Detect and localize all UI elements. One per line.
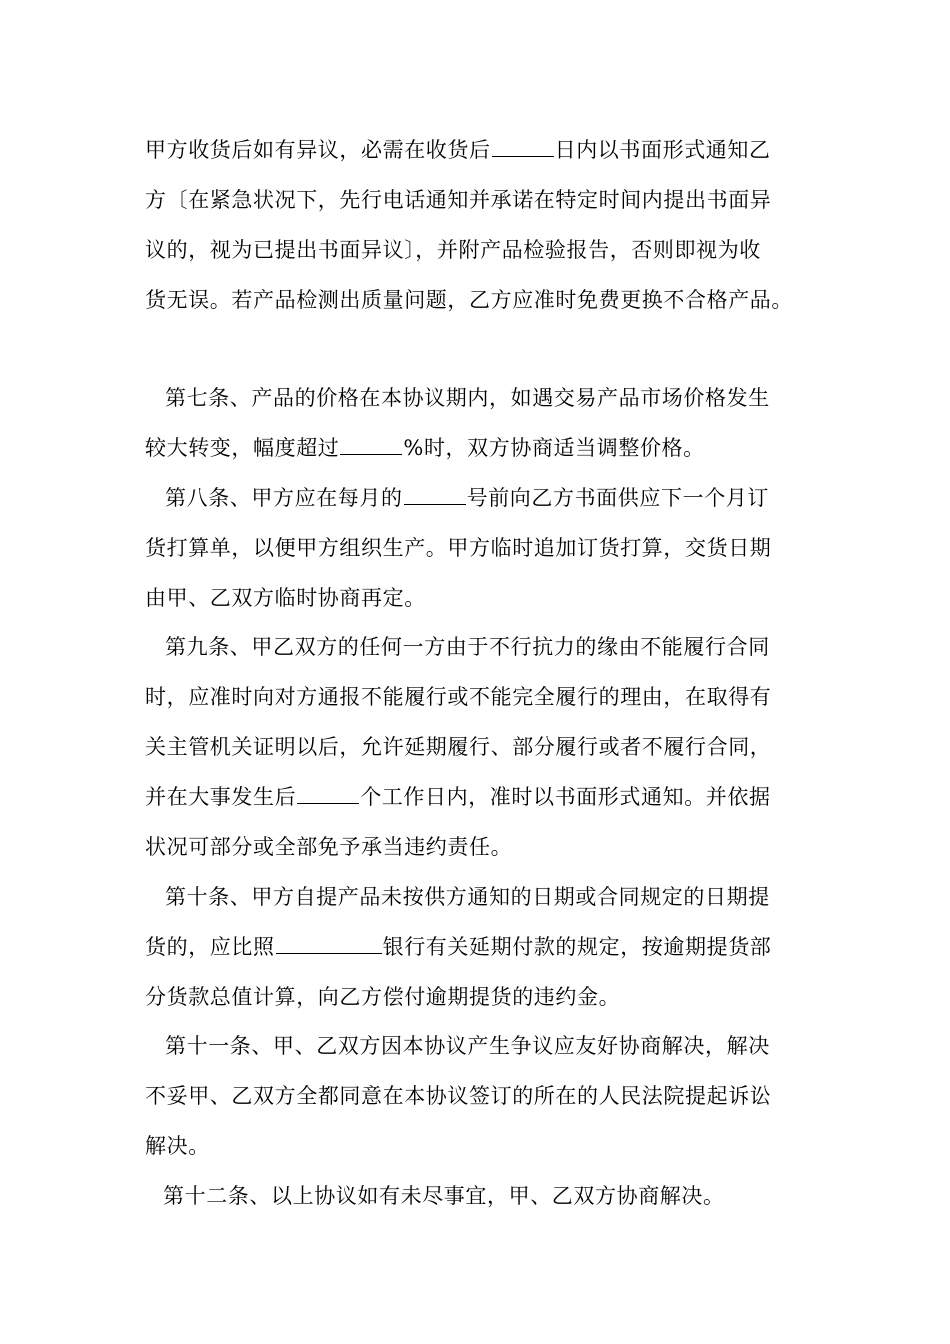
text: 第八条、甲方应在每月的 (165, 486, 403, 510)
text: 甲方收货后如有异议，必需在收货后 (145, 138, 491, 162)
text: 银行有关延期付款的规定，按逾期提货部 (382, 935, 772, 959)
blank-field (492, 136, 554, 157)
clause6-line4: 货无误。若产品检测出质量问题，乙方应准时免费更换不合格产品。 (145, 288, 793, 312)
clause6-line1 (145, 135, 771, 165)
clause9-line4 (145, 782, 771, 812)
text: 货的，应比照 (145, 935, 275, 959)
text: 日内以书面形式通知乙 (554, 138, 771, 162)
blank-field (276, 933, 382, 954)
clause11-line1: 第十一条、甲、乙双方因本协议产生争议应友好协商解决，解决 (165, 1034, 770, 1058)
clause6-line2: 方〔在紧急状况下，先行电话通知并承诺在特定时间内提出书面异 (145, 188, 772, 212)
clause7-line2 (145, 433, 705, 463)
blank-field (297, 783, 359, 804)
clause9-line5: 状况可部分或全部免予承当违约责任。 (145, 835, 513, 859)
text: 较大转变，幅度超过 (145, 436, 340, 460)
clause10-line3: 分货款总值计算，向乙方偿付逾期提货的违约金。 (145, 985, 621, 1009)
text: 并在大事发生后 (145, 785, 297, 809)
blank-field (404, 484, 466, 505)
blank-field (340, 434, 402, 455)
clause8-line3: 由甲、乙双方临时协商再定。 (145, 586, 426, 610)
text: %时，双方协商适当调整价格。 (403, 436, 705, 460)
clause11-line2: 不妥甲、乙双方全都同意在本协议签订的所在的人民法院提起诉讼 (145, 1084, 772, 1108)
clause9-line2: 时，应准时向对方通报不能履行或不能完全履行的理由，在取得有 (145, 685, 772, 709)
text: 个工作日内，准时以书面形式通知。并依据 (360, 785, 771, 809)
clause10-line1: 第十条、甲方自提产品未按供方通知的日期或合同规定的日期提 (165, 885, 770, 909)
clause11-line3: 解决。 (145, 1134, 210, 1158)
clause7-line1: 第七条、产品的价格在本协议期内，如遇交易产品市场价格发生 (165, 386, 770, 410)
clause9-line3: 关主管机关证明以后，允许延期履行、部分履行或者不履行合同， (145, 735, 772, 759)
clause8-line2: 货打算单，以便甲方组织生产。甲方临时追加订货打算，交货日期 (145, 536, 772, 560)
clause8-line1 (165, 483, 769, 513)
clause10-line2 (145, 932, 771, 962)
clause12-line1: 第十二条、以上协议如有未尽事宜，甲、乙双方协商解决。 (163, 1184, 725, 1208)
text: 号前向乙方书面供应下一个月订 (466, 486, 770, 510)
clause9-line1: 第九条、甲乙双方的任何一方由于不行抗力的缘由不能履行合同 (165, 635, 770, 659)
clause6-line3: 议的，视为已提出书面异议〕，并附产品检验报告，否则即视为收 (145, 238, 761, 262)
